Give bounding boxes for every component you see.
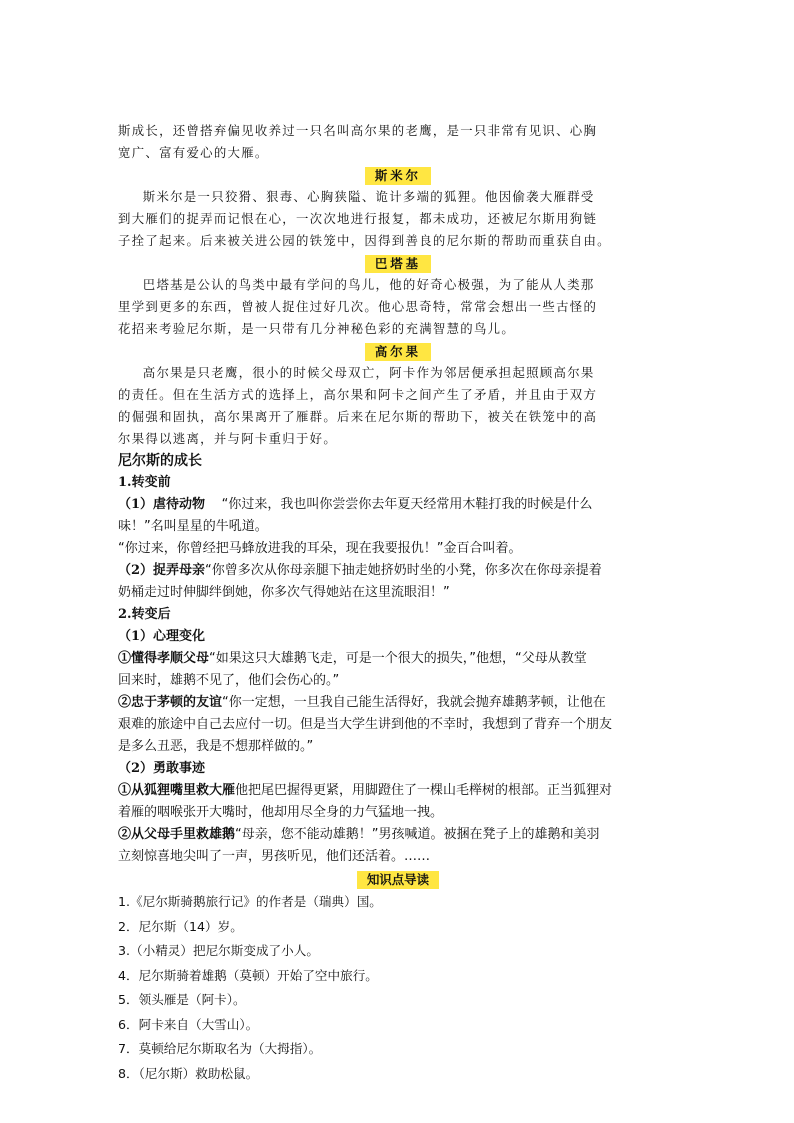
character-desc-line: 子拴了起来。后来被关进公园的铁笼中，因得到善良的尼尔斯的帮助而重获自由。 — [118, 233, 611, 248]
intro-line: 宽广、富有爱心的大雁。 — [118, 145, 269, 160]
item-quote-line: 是多么丑恶，我是不想那样做的。” — [118, 739, 314, 754]
item-label: ①从狐狸嘴里救大雁 — [118, 783, 236, 798]
knowledge-item: 1.《尼尔斯骑鹅旅行记》的作者是（瑞典）国。 — [118, 894, 382, 909]
item-quote-line: 艰难的旅途中自己去应付一切。但是当大学生讲到他的不幸时，我想到了背弃一个朋友 — [118, 717, 613, 732]
growth-item — [118, 494, 678, 516]
character-desc-line: 尔果得以逃离，并与阿卡重归于好。 — [118, 431, 338, 446]
growth-item — [118, 692, 678, 714]
subsection-heading: 2.转变后 — [118, 607, 171, 622]
item-quote-line: 味！”名叫星星的牛吼道。 — [118, 519, 268, 534]
growth-item — [118, 824, 678, 846]
character-desc-line: 高尔果是只老鹰，很小的时候父母双亡，阿卡作为邻居便承担起照顾高尔果 — [142, 365, 595, 380]
item-quote: “如果这只大雄鹅飞走，可是一个很大的损失，”他想，“父母从教堂 — [209, 651, 587, 666]
knowledge-item: 4．尼尔斯骑着雄鹅（莫顿）开始了空中旅行。 — [118, 967, 378, 983]
item-quote-line: 回来时，雄鹅不见了，他们会伤心的。” — [118, 673, 340, 688]
page-content — [118, 120, 678, 1086]
item-quote: “你一定想，一旦我自己能生活得好，我就会抛弃雄鹅茅顿，让他在 — [222, 695, 606, 710]
knowledge-item: 7．莫顿给尼尔斯取名为（大拇指）。 — [118, 1041, 322, 1056]
item-quote-line: “你过来，你曾经把马蜂放进我的耳朵，现在我要报仇！”金百合叫着。 — [118, 541, 522, 556]
growth-item — [118, 560, 678, 582]
character-heading-row — [118, 340, 678, 362]
character-desc-line: 的责任。但在生活方式的选择上，高尔果和阿卡之间产生了矛盾，并且由于双方 — [118, 387, 598, 402]
item-quote: 他把尾巴握得更紧，用脚蹬住了一棵山毛榉树的根部。正当狐狸对 — [235, 783, 613, 798]
character-name-tag: 巴塔基 — [365, 255, 431, 273]
item-label: （2）捉弄母亲 — [118, 563, 206, 578]
item-label: （1）虐待动物 — [118, 497, 206, 512]
item-quote: “母亲，您不能动雄鹅！”男孩喊道。被捆在凳子上的雄鹅和美羽 — [235, 827, 600, 842]
knowledge-item: 3.（小精灵）把尼尔斯变成了小人。 — [118, 943, 319, 958]
character-heading-row — [118, 252, 678, 274]
character-desc-line: 里学到更多的东西，曾被人捉住过好几次。他心思奇特，常常会想出一些古怪的 — [118, 299, 598, 314]
item-quote: “你曾多次从你母亲腿下抽走她挤奶时坐的小凳，你多次在你母亲提着 — [205, 563, 602, 578]
subsection-heading: 1.转变前 — [118, 475, 171, 490]
knowledge-item: 2．尼尔斯（14）岁。 — [118, 918, 243, 934]
item-label: ①懂得孝顺父母 — [118, 651, 210, 666]
item-label: ②从父母手里救雄鹅 — [118, 827, 236, 842]
item-quote-line: 着雁的咽喉张开大嘴时，他却用尽全身的力气猛地一拽。 — [118, 805, 444, 820]
item-quote-line: 立刻惊喜地尖叫了一声，男孩听见，他们还活着。…… — [118, 849, 431, 864]
character-desc-line: 花招来考验尼尔斯，是一只带有几分神秘色彩的充满智慧的鸟儿。 — [118, 321, 516, 336]
sub-heading: （2）勇敢事迹 — [118, 761, 206, 776]
character-desc-line: 的倔强和固执，高尔果离开了雁群。后来在尼尔斯的帮助下，被关在铁笼中的高 — [118, 409, 598, 424]
item-quote: “你过来，我也叫你尝尝你去年夏天经常用木鞋打我的时候是什么 — [221, 497, 593, 512]
character-heading-row — [118, 164, 678, 186]
knowledge-item: 8．（尼尔斯）救助松鼠。 — [118, 1065, 259, 1081]
item-label: ②忠于茅顿的友谊 — [118, 695, 223, 710]
knowledge-item: 6．阿卡来自（大雪山）。 — [118, 1016, 259, 1032]
intro-line: 斯成长，还曾搭弃偏见收养过一只名叫高尔果的老鹰，是一只非常有见识、心胸 — [118, 123, 598, 138]
growth-item — [118, 780, 678, 802]
character-desc-line: 巴塔基是公认的鸟类中最有学问的鸟儿，他的好奇心极强，为了能从人类那 — [142, 277, 595, 292]
character-name-tag: 高尔果 — [365, 343, 431, 361]
character-desc-line: 到大雁们的捉弄而记恨在心，一次次地进行报复，都未成功，还被尼尔斯用狗链 — [118, 211, 598, 226]
knowledge-item: 5．领头雁是（阿卡）。 — [118, 992, 246, 1007]
knowledge-title: 知识点导读 — [357, 871, 439, 889]
character-name-tag: 斯米尔 — [365, 167, 431, 185]
growth-item — [118, 648, 678, 670]
sub-heading: （1）心理变化 — [118, 629, 206, 644]
section-title: 尼尔斯的成长 — [118, 453, 202, 469]
knowledge-heading-row — [118, 868, 678, 890]
item-quote-line: 奶桶走过时伸脚绊倒她，你多次气得她站在这里流眼泪！” — [118, 585, 450, 600]
character-desc-line: 斯米尔是一只狡猾、狠毒、心胸狭隘、诡计多端的狐狸。他因偷袭大雁群受 — [142, 189, 595, 204]
